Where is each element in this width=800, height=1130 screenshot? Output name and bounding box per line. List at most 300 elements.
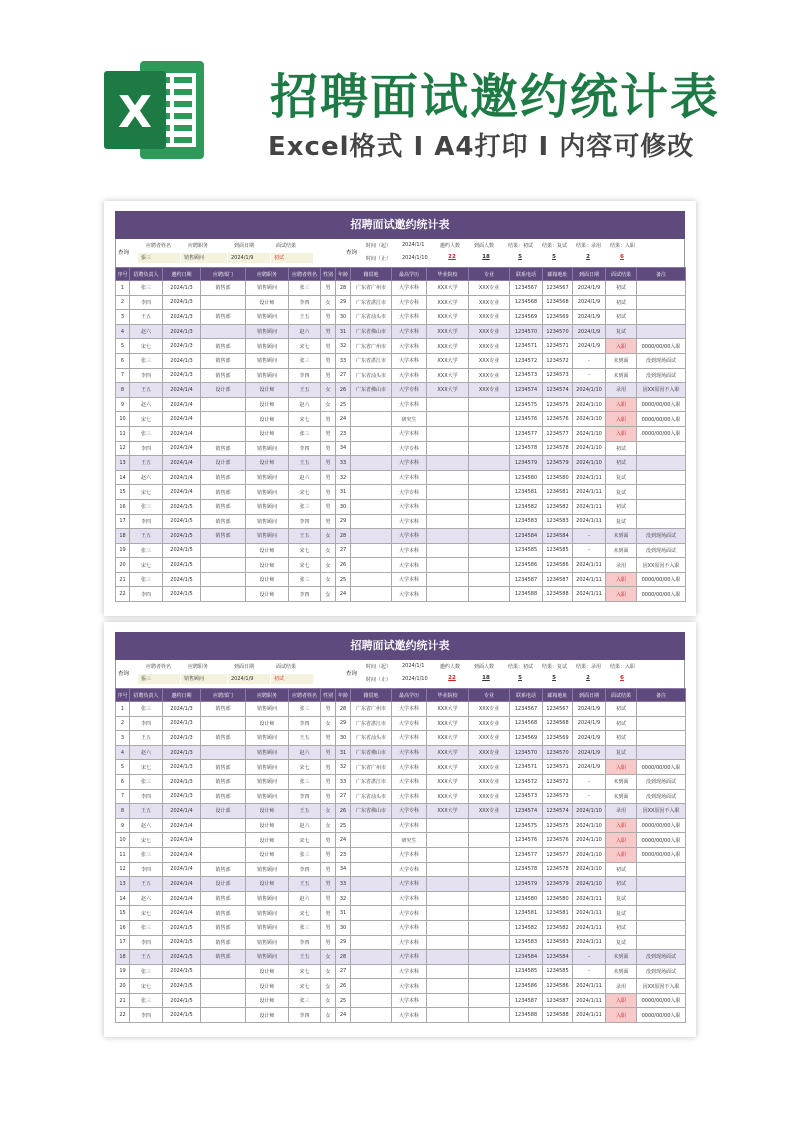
column-header[interactable]: 序号: [116, 268, 130, 281]
table-cell[interactable]: 设计师: [246, 1008, 289, 1023]
table-cell[interactable]: 2024/1/11: [573, 558, 606, 573]
table-cell[interactable]: [427, 818, 469, 833]
table-cell[interactable]: 2024/1/9: [573, 716, 606, 731]
table-cell[interactable]: [427, 862, 469, 877]
table-cell[interactable]: [351, 993, 392, 1008]
table-cell[interactable]: 2024/1/4: [163, 818, 201, 833]
table-cell[interactable]: 女: [321, 716, 336, 731]
table-cell[interactable]: 没到现场面试: [637, 789, 686, 804]
column-header[interactable]: 毕业院校: [427, 268, 469, 281]
table-cell[interactable]: 1234584: [543, 529, 573, 544]
table-cell[interactable]: 1234574: [543, 804, 573, 819]
column-header[interactable]: 年龄: [336, 268, 351, 281]
table-cell[interactable]: 1: [116, 281, 130, 296]
table-cell[interactable]: 复试: [606, 485, 637, 500]
column-header[interactable]: 应聘职务: [246, 689, 289, 702]
table-cell[interactable]: 1234570: [543, 745, 573, 760]
table-cell[interactable]: 销售顾问: [246, 789, 289, 804]
table-cell[interactable]: 王五: [289, 804, 321, 819]
table-cell[interactable]: 入职: [606, 397, 637, 412]
filter-name-input[interactable]: 張三: [138, 674, 180, 684]
table-cell[interactable]: [351, 499, 392, 514]
table-cell[interactable]: 赵六: [130, 470, 163, 485]
table-cell[interactable]: 设计部: [201, 804, 246, 819]
table-cell[interactable]: 没到现场面试: [637, 950, 686, 965]
column-header[interactable]: 邮箱地址: [543, 268, 573, 281]
table-cell[interactable]: 2024/1/5: [163, 514, 201, 529]
table-cell[interactable]: 复试: [606, 324, 637, 339]
table-cell[interactable]: 2024/1/11: [573, 891, 606, 906]
table-cell[interactable]: [427, 543, 469, 558]
table-cell[interactable]: [469, 456, 510, 471]
table-cell[interactable]: 王五: [289, 456, 321, 471]
table-cell[interactable]: 1234567: [510, 281, 543, 296]
table-cell[interactable]: 32: [336, 339, 351, 354]
table-cell[interactable]: [469, 426, 510, 441]
table-cell[interactable]: 1234587: [543, 572, 573, 587]
table-cell[interactable]: 销售顾问: [246, 368, 289, 383]
table-cell[interactable]: 销售顾问: [246, 702, 289, 717]
table-cell[interactable]: 1234586: [510, 558, 543, 573]
table-cell[interactable]: 女: [321, 383, 336, 398]
table-cell[interactable]: [469, 499, 510, 514]
table-cell[interactable]: 设计师: [246, 456, 289, 471]
table-cell[interactable]: [351, 456, 392, 471]
table-cell[interactable]: 广东省广州市: [351, 702, 392, 717]
table-cell[interactable]: 入职: [606, 587, 637, 602]
table-cell[interactable]: 赵六: [130, 745, 163, 760]
column-header[interactable]: 性别: [321, 268, 336, 281]
table-cell[interactable]: [637, 499, 686, 514]
table-cell[interactable]: 男: [321, 441, 336, 456]
table-cell[interactable]: 1234586: [543, 979, 573, 994]
table-cell[interactable]: 2024/1/4: [163, 383, 201, 398]
table-cell[interactable]: [351, 412, 392, 427]
table-cell[interactable]: 李四: [130, 514, 163, 529]
column-header[interactable]: 应聘者姓名: [289, 689, 321, 702]
table-cell[interactable]: 设计师: [246, 804, 289, 819]
table-cell[interactable]: 宋七: [289, 412, 321, 427]
table-cell[interactable]: 0000/00/00入职: [637, 833, 686, 848]
table-cell[interactable]: [427, 964, 469, 979]
table-cell[interactable]: XXX专业: [469, 281, 510, 296]
table-cell[interactable]: [351, 587, 392, 602]
table-cell[interactable]: 1234583: [543, 935, 573, 950]
column-header[interactable]: 籍贯地: [351, 268, 392, 281]
table-cell[interactable]: 女: [321, 950, 336, 965]
table-cell[interactable]: 1234570: [543, 324, 573, 339]
table-cell[interactable]: 22: [116, 1008, 130, 1023]
table-cell[interactable]: 12: [116, 862, 130, 877]
table-cell[interactable]: 2024/1/11: [573, 470, 606, 485]
table-cell[interactable]: 未到面: [606, 774, 637, 789]
table-cell[interactable]: 2024/1/3: [163, 702, 201, 717]
table-cell[interactable]: 李四: [289, 789, 321, 804]
table-cell[interactable]: 1234575: [543, 818, 573, 833]
table-cell[interactable]: 王五: [289, 950, 321, 965]
table-cell[interactable]: 宋七: [289, 558, 321, 573]
table-cell[interactable]: 17: [116, 935, 130, 950]
table-cell[interactable]: 1234581: [510, 485, 543, 500]
table-cell[interactable]: 复试: [606, 891, 637, 906]
table-cell[interactable]: [351, 426, 392, 441]
table-cell[interactable]: 21: [116, 572, 130, 587]
table-cell[interactable]: 男: [321, 847, 336, 862]
table-cell[interactable]: 2024/1/10: [573, 833, 606, 848]
table-cell[interactable]: 26: [336, 558, 351, 573]
table-cell[interactable]: 17: [116, 514, 130, 529]
table-cell[interactable]: [427, 847, 469, 862]
table-cell[interactable]: 入职: [606, 833, 637, 848]
table-cell[interactable]: [427, 456, 469, 471]
table-cell[interactable]: 张三: [289, 847, 321, 862]
table-cell[interactable]: [469, 543, 510, 558]
table-cell[interactable]: 男: [321, 456, 336, 471]
table-cell[interactable]: XXX专业: [469, 702, 510, 717]
table-cell[interactable]: [201, 558, 246, 573]
table-cell[interactable]: 张三: [130, 426, 163, 441]
table-cell[interactable]: 大学本科: [392, 935, 427, 950]
column-header[interactable]: 备注: [637, 268, 686, 281]
table-cell[interactable]: 25: [336, 397, 351, 412]
table-cell[interactable]: 2024/1/4: [163, 906, 201, 921]
table-cell[interactable]: 2024/1/10: [573, 412, 606, 427]
table-cell[interactable]: [427, 1008, 469, 1023]
table-cell[interactable]: 李四: [289, 587, 321, 602]
table-cell[interactable]: [637, 441, 686, 456]
table-cell[interactable]: 1234567: [543, 281, 573, 296]
table-cell[interactable]: [637, 702, 686, 717]
table-cell[interactable]: 24: [336, 833, 351, 848]
table-cell[interactable]: 李四: [289, 862, 321, 877]
table-cell[interactable]: [637, 470, 686, 485]
table-cell[interactable]: [427, 412, 469, 427]
table-cell[interactable]: 1234578: [543, 862, 573, 877]
table-cell[interactable]: 2024/1/11: [573, 920, 606, 935]
table-cell[interactable]: 设计师: [246, 847, 289, 862]
table-cell[interactable]: [637, 456, 686, 471]
table-cell[interactable]: 大学本科: [392, 847, 427, 862]
table-cell[interactable]: 广东省湛江市: [351, 295, 392, 310]
table-cell[interactable]: 1234575: [510, 397, 543, 412]
table-cell[interactable]: 没到现场面试: [637, 543, 686, 558]
table-cell[interactable]: 王五: [130, 383, 163, 398]
table-cell[interactable]: 大学本科: [392, 353, 427, 368]
table-cell[interactable]: [469, 818, 510, 833]
table-cell[interactable]: 2024/1/10: [573, 804, 606, 819]
table-cell[interactable]: 男: [321, 760, 336, 775]
table-cell[interactable]: 1234577: [543, 426, 573, 441]
table-cell[interactable]: 2024/1/5: [163, 587, 201, 602]
table-cell[interactable]: [427, 979, 469, 994]
table-cell[interactable]: 1234578: [543, 441, 573, 456]
table-cell[interactable]: [351, 818, 392, 833]
table-cell[interactable]: [201, 543, 246, 558]
table-cell[interactable]: 0000/00/00入职: [637, 818, 686, 833]
table-cell[interactable]: 1234584: [543, 950, 573, 965]
table-cell[interactable]: 1234574: [510, 383, 543, 398]
table-cell[interactable]: 1234586: [510, 979, 543, 994]
table-cell[interactable]: 张三: [130, 920, 163, 935]
table-cell[interactable]: 男: [321, 412, 336, 427]
table-cell[interactable]: 广东省广州市: [351, 760, 392, 775]
table-cell[interactable]: 2024/1/11: [573, 906, 606, 921]
table-cell[interactable]: 销售顾问: [246, 310, 289, 325]
table-cell[interactable]: 2024/1/3: [163, 281, 201, 296]
table-cell[interactable]: 王五: [130, 950, 163, 965]
table-cell[interactable]: 李四: [289, 368, 321, 383]
table-cell[interactable]: 1234581: [543, 906, 573, 921]
table-cell[interactable]: [637, 906, 686, 921]
table-cell[interactable]: 5: [116, 760, 130, 775]
table-cell[interactable]: 设计师: [246, 979, 289, 994]
table-cell[interactable]: 没到现场面试: [637, 964, 686, 979]
table-cell[interactable]: 销售顾问: [246, 774, 289, 789]
table-cell[interactable]: 张三: [289, 920, 321, 935]
table-cell[interactable]: 27: [336, 543, 351, 558]
table-cell[interactable]: [427, 485, 469, 500]
table-cell[interactable]: 1234573: [510, 368, 543, 383]
table-cell[interactable]: 男: [321, 833, 336, 848]
filter-position-input[interactable]: 销售顾问: [181, 253, 227, 263]
table-cell[interactable]: 2024/1/11: [573, 499, 606, 514]
table-cell[interactable]: 大学本科: [392, 529, 427, 544]
table-cell[interactable]: 大学本科: [392, 774, 427, 789]
table-cell[interactable]: 设计师: [246, 572, 289, 587]
table-cell[interactable]: 设计师: [246, 818, 289, 833]
table-cell[interactable]: 王五: [130, 529, 163, 544]
table-cell[interactable]: [427, 558, 469, 573]
table-cell[interactable]: 张三: [130, 964, 163, 979]
table-cell[interactable]: 王五: [289, 310, 321, 325]
table-cell[interactable]: 2: [116, 716, 130, 731]
table-cell[interactable]: 男: [321, 368, 336, 383]
table-cell[interactable]: 入职: [606, 818, 637, 833]
table-cell[interactable]: 2024/1/4: [163, 877, 201, 892]
table-cell[interactable]: 1234580: [543, 470, 573, 485]
table-cell[interactable]: [201, 295, 246, 310]
table-cell[interactable]: [427, 993, 469, 1008]
table-cell[interactable]: 男: [321, 789, 336, 804]
table-cell[interactable]: 1234588: [543, 1008, 573, 1023]
table-cell[interactable]: 男: [321, 499, 336, 514]
table-cell[interactable]: 女: [321, 529, 336, 544]
table-cell[interactable]: 1234579: [543, 877, 573, 892]
table-cell[interactable]: 大学专科: [392, 383, 427, 398]
table-cell[interactable]: [427, 470, 469, 485]
table-cell[interactable]: 李四: [130, 789, 163, 804]
table-cell[interactable]: -: [573, 964, 606, 979]
table-cell[interactable]: 1234568: [510, 295, 543, 310]
table-cell[interactable]: [351, 529, 392, 544]
table-cell[interactable]: 销售顾问: [246, 745, 289, 760]
time-end-value[interactable]: 2024/1/10: [402, 676, 428, 682]
table-cell[interactable]: 王五: [289, 529, 321, 544]
table-cell[interactable]: 1234582: [510, 499, 543, 514]
table-cell[interactable]: 赵六: [130, 891, 163, 906]
table-cell[interactable]: 没到现场面试: [637, 774, 686, 789]
table-cell[interactable]: 2024/1/10: [573, 456, 606, 471]
table-cell[interactable]: 赵六: [289, 745, 321, 760]
table-cell[interactable]: 初试: [606, 295, 637, 310]
table-cell[interactable]: [469, 470, 510, 485]
table-cell[interactable]: 11: [116, 426, 130, 441]
table-cell[interactable]: 2024/1/10: [573, 818, 606, 833]
table-cell[interactable]: 16: [116, 499, 130, 514]
table-cell[interactable]: 销售顾问: [246, 499, 289, 514]
table-cell[interactable]: [427, 499, 469, 514]
table-cell[interactable]: XXX专业: [469, 760, 510, 775]
table-cell[interactable]: 1234585: [510, 964, 543, 979]
table-cell[interactable]: -: [573, 774, 606, 789]
table-cell[interactable]: 初试: [606, 716, 637, 731]
table-cell[interactable]: 李四: [130, 295, 163, 310]
table-cell[interactable]: [201, 1008, 246, 1023]
table-cell[interactable]: 大学本科: [392, 324, 427, 339]
table-cell[interactable]: 18: [116, 950, 130, 965]
table-cell[interactable]: 1234574: [543, 383, 573, 398]
table-cell[interactable]: 13: [116, 877, 130, 892]
table-cell[interactable]: 男: [321, 281, 336, 296]
table-cell[interactable]: 10: [116, 833, 130, 848]
table-cell[interactable]: XXX大学: [427, 716, 469, 731]
table-cell[interactable]: 复试: [606, 906, 637, 921]
table-cell[interactable]: 1234569: [543, 310, 573, 325]
table-cell[interactable]: 销售部: [201, 529, 246, 544]
table-cell[interactable]: [637, 731, 686, 746]
table-cell[interactable]: 1: [116, 702, 130, 717]
table-cell[interactable]: 赵六: [130, 397, 163, 412]
table-cell[interactable]: 26: [336, 804, 351, 819]
table-cell[interactable]: 2024/1/11: [573, 979, 606, 994]
table-cell[interactable]: 1234578: [510, 862, 543, 877]
table-cell[interactable]: 2024/1/4: [163, 412, 201, 427]
table-cell[interactable]: 宋七: [130, 412, 163, 427]
table-cell[interactable]: [469, 514, 510, 529]
table-cell[interactable]: 2024/1/3: [163, 295, 201, 310]
table-cell[interactable]: 因XX原因不入职: [637, 804, 686, 819]
table-cell[interactable]: 入职: [606, 993, 637, 1008]
table-cell[interactable]: 李四: [130, 587, 163, 602]
table-cell[interactable]: 2024/1/9: [573, 760, 606, 775]
table-cell[interactable]: 11: [116, 847, 130, 862]
table-cell[interactable]: 1234569: [510, 731, 543, 746]
table-cell[interactable]: 赵六: [289, 891, 321, 906]
table-cell[interactable]: 2024/1/4: [163, 441, 201, 456]
table-cell[interactable]: [351, 514, 392, 529]
table-cell[interactable]: 设计师: [246, 587, 289, 602]
table-cell[interactable]: 2024/1/9: [573, 295, 606, 310]
table-cell[interactable]: 1234587: [543, 993, 573, 1008]
table-cell[interactable]: 男: [321, 745, 336, 760]
table-cell[interactable]: 李四: [130, 441, 163, 456]
table-cell[interactable]: 2024/1/10: [573, 383, 606, 398]
table-cell[interactable]: [469, 979, 510, 994]
table-cell[interactable]: 赵六: [130, 818, 163, 833]
table-cell[interactable]: 男: [321, 353, 336, 368]
table-cell[interactable]: [469, 1008, 510, 1023]
column-header[interactable]: 应聘职务: [246, 268, 289, 281]
column-header[interactable]: 籍贯地: [351, 689, 392, 702]
table-cell[interactable]: [351, 470, 392, 485]
table-cell[interactable]: -: [573, 950, 606, 965]
table-cell[interactable]: [351, 979, 392, 994]
table-cell[interactable]: 销售部: [201, 731, 246, 746]
table-cell[interactable]: 大学本科: [392, 1008, 427, 1023]
table-cell[interactable]: XXX专业: [469, 353, 510, 368]
table-cell[interactable]: 设计师: [246, 964, 289, 979]
table-cell[interactable]: 2024/1/3: [163, 716, 201, 731]
table-cell[interactable]: 2024/1/11: [573, 485, 606, 500]
table-cell[interactable]: 19: [116, 964, 130, 979]
column-header[interactable]: 应聘者姓名: [289, 268, 321, 281]
table-cell[interactable]: XXX专业: [469, 339, 510, 354]
table-cell[interactable]: XXX大学: [427, 310, 469, 325]
table-cell[interactable]: [351, 558, 392, 573]
table-cell[interactable]: [637, 485, 686, 500]
table-cell[interactable]: 24: [336, 1008, 351, 1023]
table-cell[interactable]: 复试: [606, 935, 637, 950]
table-cell[interactable]: 2024/1/4: [163, 833, 201, 848]
table-cell[interactable]: 销售顾问: [246, 906, 289, 921]
table-cell[interactable]: [201, 324, 246, 339]
table-cell[interactable]: 1234579: [510, 456, 543, 471]
table-cell[interactable]: XXX专业: [469, 804, 510, 819]
table-cell[interactable]: XXX专业: [469, 324, 510, 339]
table-cell[interactable]: XXX专业: [469, 731, 510, 746]
table-cell[interactable]: 2: [116, 295, 130, 310]
table-cell[interactable]: 王五: [289, 877, 321, 892]
table-cell[interactable]: 张三: [130, 543, 163, 558]
table-cell[interactable]: 销售部: [201, 935, 246, 950]
column-header[interactable]: 应聘部门: [201, 268, 246, 281]
table-cell[interactable]: 大学专科: [392, 804, 427, 819]
table-cell[interactable]: 1234588: [510, 587, 543, 602]
table-cell[interactable]: XXX专业: [469, 789, 510, 804]
table-cell[interactable]: 销售部: [201, 339, 246, 354]
table-cell[interactable]: 32: [336, 891, 351, 906]
table-cell[interactable]: 李四: [130, 716, 163, 731]
table-cell[interactable]: 0000/00/00入职: [637, 993, 686, 1008]
table-cell[interactable]: [351, 441, 392, 456]
table-cell[interactable]: 女: [321, 587, 336, 602]
table-cell[interactable]: 李四: [289, 1008, 321, 1023]
table-cell[interactable]: 广东省佛山市: [351, 383, 392, 398]
table-cell[interactable]: 初试: [606, 731, 637, 746]
table-cell[interactable]: 1234578: [510, 441, 543, 456]
table-cell[interactable]: 广东省湛江市: [351, 716, 392, 731]
table-cell[interactable]: 赵六: [289, 324, 321, 339]
table-cell[interactable]: 2024/1/5: [163, 950, 201, 965]
table-cell[interactable]: 1234582: [510, 920, 543, 935]
table-cell[interactable]: 广东省佛山市: [351, 804, 392, 819]
table-cell[interactable]: 初试: [606, 702, 637, 717]
table-cell[interactable]: 张三: [130, 847, 163, 862]
filter-date-input[interactable]: 2024/1/9: [228, 674, 270, 684]
table-cell[interactable]: 6: [116, 353, 130, 368]
table-cell[interactable]: [469, 950, 510, 965]
table-cell[interactable]: [351, 906, 392, 921]
table-cell[interactable]: 2024/1/9: [573, 702, 606, 717]
table-cell[interactable]: 销售部: [201, 906, 246, 921]
table-cell[interactable]: XXX专业: [469, 295, 510, 310]
table-cell[interactable]: 0000/00/00入职: [637, 426, 686, 441]
table-cell[interactable]: 录用: [606, 979, 637, 994]
table-cell[interactable]: 2024/1/5: [163, 979, 201, 994]
table-cell[interactable]: [201, 412, 246, 427]
table-cell[interactable]: XXX专业: [469, 368, 510, 383]
table-cell[interactable]: 宋七: [130, 833, 163, 848]
